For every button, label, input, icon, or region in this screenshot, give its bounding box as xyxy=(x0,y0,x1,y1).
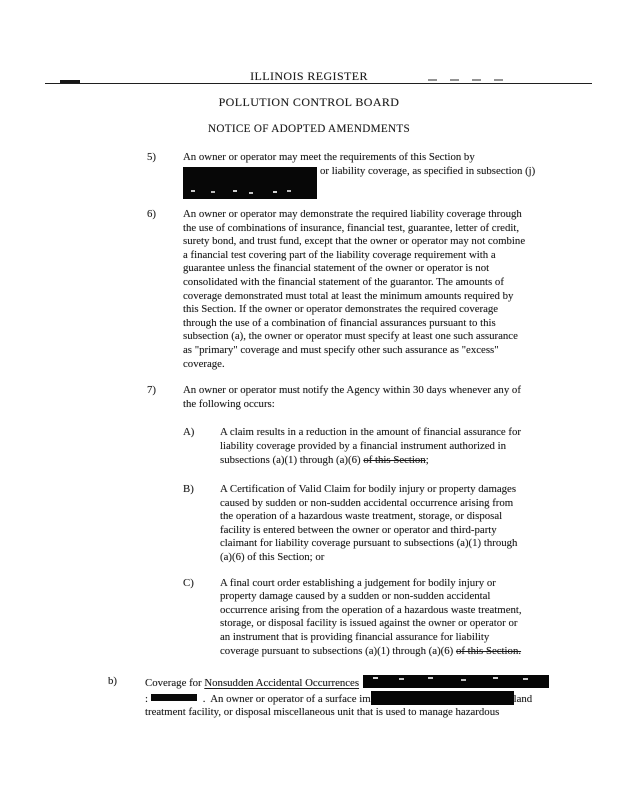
section-b xyxy=(108,675,618,720)
paragraph-7 xyxy=(147,384,618,675)
board-title: POLLUTION CONTROL BOARD xyxy=(218,95,400,109)
subparagraph-c xyxy=(183,577,529,659)
redaction-box xyxy=(371,691,514,705)
section-b-line2 xyxy=(145,691,565,707)
underlined-heading: Nonsudden Accidental Occurrences xyxy=(204,677,360,690)
redaction-box xyxy=(183,167,317,199)
document-body xyxy=(0,151,618,720)
subparagraph-b xyxy=(183,483,529,565)
paragraph-7-body xyxy=(183,384,529,675)
subparagraph-c-letter: C) xyxy=(183,576,194,589)
section-b-line1 xyxy=(145,675,565,691)
section-b-lead: Coverage for xyxy=(145,677,205,690)
redaction-box xyxy=(363,675,549,688)
paragraph-6 xyxy=(147,208,618,371)
register-title: ILLINOIS REGISTER xyxy=(250,69,368,83)
section-b-line2-text: . An owner or operator of a surface im xyxy=(200,692,371,705)
section-b-line3: treatment facility, or disposal miscellaneous unit that is used to manage hazardous xyxy=(145,706,500,719)
header-left-dash xyxy=(60,80,80,83)
header-rule xyxy=(45,83,592,84)
paragraph-7-intro: An owner or operator must notify the Agency within 30 days whenever any of the following occurs: xyxy=(183,384,521,410)
section-b-colon: : xyxy=(145,692,148,705)
paragraph-6-number: 6) xyxy=(147,208,156,220)
subparagraph-c-text: A final court order establishing a judgement for bodily injury or property damage caused by a sudden or non-sudden accidental occurrence arising from the operation of a hazardous waste treatment, storage, or disposal facility is issued against the owner or operator or an instrument that is providing financial assurance for liability coverage pursuant to subsections (a)(1) through (a)(6) xyxy=(220,576,522,657)
subparagraph-b-text: A Certification of Valid Claim for bodily injury or property damages caused by sudden or non-sudden accidental occurrence arising from the operation of a hazardous waste treatment, storage, or disposal facility is entered between the owner or operator and third-party claimant for liability coverage pursuant to subsections (a)(1) through (a)(6) of this Section; or xyxy=(220,483,518,564)
struck-text: of this Section xyxy=(363,453,426,466)
subparagraph-b-letter: B) xyxy=(183,483,194,496)
section-b-line2-tail: land xyxy=(513,692,533,705)
subparagraph-a-text: A claim results in a reduction in the amount of financial assurance for liability coverage provided by a financial instrument authorized in subsections (a)(1) through (a)(6) xyxy=(220,426,522,466)
paragraph-5-line2: or liability coverage, as specified in subsection (j) xyxy=(320,164,536,177)
redaction-bar xyxy=(151,694,197,701)
subparagraph-a-tail: ; xyxy=(425,453,429,466)
notice-title: NOTICE OF ADOPTED AMENDMENTS xyxy=(207,123,410,135)
section-b-body xyxy=(145,675,565,720)
subparagraph-a xyxy=(183,426,529,467)
paragraph-5-number: 5) xyxy=(147,151,156,163)
faded-page-number-marks xyxy=(428,79,514,81)
subparagraph-a-body xyxy=(220,426,528,467)
paragraph-7-number: 7) xyxy=(147,384,156,397)
paragraph-5-body xyxy=(183,151,536,199)
subparagraph-b-body xyxy=(220,483,528,565)
struck-text: of this Section. xyxy=(455,644,522,657)
subparagraph-c-body xyxy=(220,577,528,659)
paragraph-5-line1: An owner or operator may meet the requirements of this Section by xyxy=(183,151,475,163)
paragraph-6-body: An owner or operator may demonstrate the required liability coverage through the use of combinations of insurance, financial test, guarantee, letter of credit, surety bond, and trust fund, except that the owner or operator may not combine a financial test covering part of the liability coverage requirement with a guarantee unless the financial statement of the owner or operator is not consolidated with the financial statement of the guarantor. The amounts of coverage demonstrated must total at least the minimum amounts required by this Section. If the owner or operator demonstrates the required coverage through the use of a combination of financial assurances pursuant to this subsection (a), the owner or operator must specify at least one such assurance as "primary" coverage and must specify other such assurance as "excess" coverage. xyxy=(183,208,526,370)
subparagraph-a-letter: A) xyxy=(183,426,195,439)
section-b-letter: b) xyxy=(108,675,117,688)
paragraph-5 xyxy=(147,151,618,199)
